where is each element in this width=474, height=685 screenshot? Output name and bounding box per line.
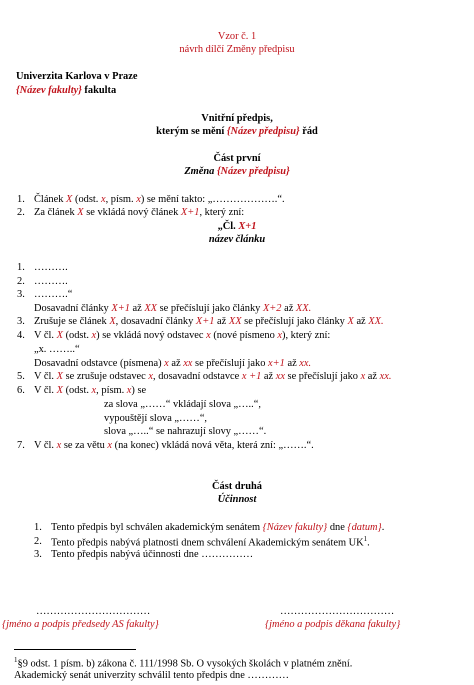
- var: xx.: [379, 371, 392, 382]
- text: (nové písmeno: [210, 330, 278, 341]
- var: x: [148, 371, 153, 382]
- var: x: [91, 330, 97, 341]
- text: až: [261, 371, 276, 382]
- text: ), který zní:: [282, 330, 331, 341]
- var: x: [360, 371, 366, 382]
- text: ) se vkládá nový odstavec: [96, 330, 207, 341]
- text: (na konec) vkládá nová věta, která zní: „…….“.: [112, 440, 314, 451]
- faculty-placeholder: {Název fakulty}: [16, 85, 82, 96]
- document-title: Vnitřní předpis,: [201, 113, 273, 124]
- faculty-placeholder: {Název fakulty}: [262, 522, 328, 533]
- list-num: 6.: [17, 385, 25, 396]
- text: až: [129, 303, 145, 314]
- var: xx: [275, 371, 285, 382]
- signature-line-right: ……………………………: [280, 606, 395, 617]
- text: Článek: [34, 194, 67, 205]
- part-one-sub-text: Změna: [184, 166, 217, 177]
- text: , který zní:: [199, 207, 245, 218]
- var: x +1: [241, 371, 262, 382]
- text: , dosavadní články: [115, 316, 196, 327]
- text: .: [367, 537, 370, 549]
- item-2-text: [34, 207, 244, 218]
- text: Dosavadní odstavce (písmena): [34, 358, 165, 369]
- text: se za větu: [61, 440, 108, 451]
- item-2-number: 2.: [17, 207, 25, 218]
- list-num: 4.: [17, 330, 25, 341]
- var: x: [277, 330, 283, 341]
- text: Tento předpis nabývá platnosti dnem schválení Akademickým senátem UK: [51, 537, 364, 549]
- text: .: [381, 522, 385, 533]
- var: XX.: [295, 303, 312, 314]
- text: ) se mění takto: „……………….“.: [140, 194, 285, 205]
- footnote-ref: 1: [363, 535, 368, 543]
- var: xx.: [299, 358, 312, 369]
- faculty-word: fakulta: [81, 85, 117, 96]
- sub-instruction: vypouštějí slova „……“,: [104, 413, 208, 424]
- effect-item-1: [51, 522, 384, 533]
- list-item-dots: ……….“: [34, 289, 73, 300]
- text: Dosavadní články: [34, 303, 112, 314]
- text: až: [168, 358, 184, 369]
- sub-instruction: slova „…..“ se nahrazují slovy „……“.: [104, 426, 267, 437]
- text: (odst.: [62, 330, 92, 341]
- text: dne: [327, 522, 348, 533]
- item-1-number: 1.: [17, 194, 25, 205]
- var: X: [66, 194, 73, 205]
- text: §9 odst. 1 písm. b) zákona č. 111/1998 Sb. O vysokých školách v platném znění.: [17, 658, 353, 670]
- text: Tento předpis byl schválen akademickým senátem: [51, 522, 263, 533]
- list-item-text: [34, 330, 330, 341]
- var: x: [206, 330, 211, 341]
- text: se přečíslují jako: [192, 358, 269, 369]
- effect-item-2: [51, 536, 370, 549]
- new-article-heading: [0, 221, 474, 232]
- header-subtitle: návrh dílčí Změny předpisu: [179, 44, 295, 55]
- part-one-subheading: [0, 166, 474, 177]
- text: až: [353, 316, 369, 327]
- var: X+1: [180, 207, 200, 218]
- text: V čl.: [34, 440, 57, 451]
- list-num: 3.: [34, 549, 42, 560]
- list-item-text: [34, 385, 146, 396]
- var: x: [107, 440, 113, 451]
- new-article-name: název článku: [208, 234, 266, 245]
- subtitle-suffix: řád: [299, 126, 318, 137]
- text: , písm.: [96, 385, 127, 396]
- list-num: 2.: [34, 536, 42, 547]
- text: se přečíslují jako: [284, 371, 361, 382]
- list-num: 7.: [17, 440, 25, 451]
- list-num: 5.: [17, 371, 25, 382]
- list-num: 2.: [17, 276, 25, 287]
- part-two-heading: Část druhá: [212, 481, 262, 492]
- list-num: 1.: [17, 262, 25, 273]
- regulation-name-placeholder: {Název předpisu}: [226, 126, 300, 137]
- text: , písm.: [105, 194, 137, 205]
- text: až: [214, 316, 229, 327]
- part-one-heading: Část první: [213, 153, 261, 164]
- list-num: 3.: [17, 289, 25, 300]
- list-item-dots: ……….: [34, 276, 68, 287]
- list-item-text: [34, 440, 314, 451]
- var: x: [126, 385, 132, 396]
- footnote-mark: 1: [14, 656, 18, 664]
- text: se přečíslují jako články: [241, 316, 348, 327]
- var: XX: [228, 316, 242, 327]
- text: ) se: [131, 385, 147, 396]
- footnote-separator: [14, 649, 136, 650]
- text: , dosavadní odstavce: [153, 371, 242, 382]
- text: se vkládá nový článek: [83, 207, 181, 218]
- university-name: Univerzita Karlova v Praze: [16, 71, 138, 82]
- list-item-text: [34, 371, 391, 382]
- list-num: 1.: [34, 522, 42, 533]
- text: se zrušuje odstavec: [62, 371, 149, 382]
- list-item-text: [34, 316, 384, 327]
- text: „Čl.: [217, 221, 239, 232]
- signature-label-left: {jméno a podpis předsedy AS fakulty}: [2, 619, 159, 630]
- var: X+2: [262, 303, 282, 314]
- date-placeholder: {datum}: [347, 522, 382, 533]
- var: XX.: [368, 316, 384, 327]
- signature-line-left: ……………………………: [36, 606, 151, 617]
- var: X: [56, 330, 63, 341]
- var: XX: [144, 303, 158, 314]
- text: V čl.: [34, 385, 57, 396]
- var: X: [56, 385, 63, 396]
- list-item-dots: ……….: [34, 262, 68, 273]
- var: X+1: [238, 221, 257, 232]
- sub-instruction: za slova „……“ vkládají slova „…..“,: [104, 399, 261, 410]
- text: se přečíslují jako články: [157, 303, 263, 314]
- list-num: 3.: [17, 316, 25, 327]
- text: až: [284, 358, 300, 369]
- subtitle-text: kterým se mění: [156, 126, 227, 137]
- renumber-note: [34, 303, 311, 314]
- effect-item-3: Tento předpis nabývá účinnosti dne ……………: [51, 549, 254, 560]
- header-sample-number: Vzor č. 1: [217, 31, 257, 42]
- text: V čl.: [34, 371, 57, 382]
- var: X+1: [111, 303, 130, 314]
- var: x: [164, 358, 169, 369]
- var: x: [91, 385, 97, 396]
- text: až: [365, 371, 380, 382]
- document-subtitle: [0, 126, 474, 137]
- var: X: [347, 316, 354, 327]
- text: (odst.: [72, 194, 101, 205]
- var: xx: [183, 358, 193, 369]
- text: Zrušuje se článek: [34, 316, 110, 327]
- text: (odst.: [62, 385, 92, 396]
- var: X: [77, 207, 84, 218]
- part-two-subheading: Účinnost: [217, 494, 257, 505]
- footnote-line-2: Akademický senát univerzity schválil tento předpis dne …………: [14, 670, 289, 681]
- item-1-text: [34, 194, 285, 205]
- var: x: [56, 440, 62, 451]
- part-one-placeholder: {Název předpisu}: [216, 166, 290, 177]
- var: X: [56, 371, 63, 382]
- var: x: [100, 194, 106, 205]
- text: až: [281, 303, 296, 314]
- faculty-line: [16, 85, 116, 96]
- footnote-line-1: [14, 657, 352, 670]
- signature-label-right: {jméno a podpis děkana fakulty}: [265, 619, 401, 630]
- var: X+1: [195, 316, 215, 327]
- var: x: [136, 194, 141, 205]
- quoted-paragraph: „x. ……..“: [34, 344, 80, 355]
- var: x+1: [268, 358, 285, 369]
- text: Za článek: [34, 207, 78, 218]
- text: V čl.: [34, 330, 57, 341]
- renumber-note: [34, 358, 311, 369]
- var: X: [109, 316, 116, 327]
